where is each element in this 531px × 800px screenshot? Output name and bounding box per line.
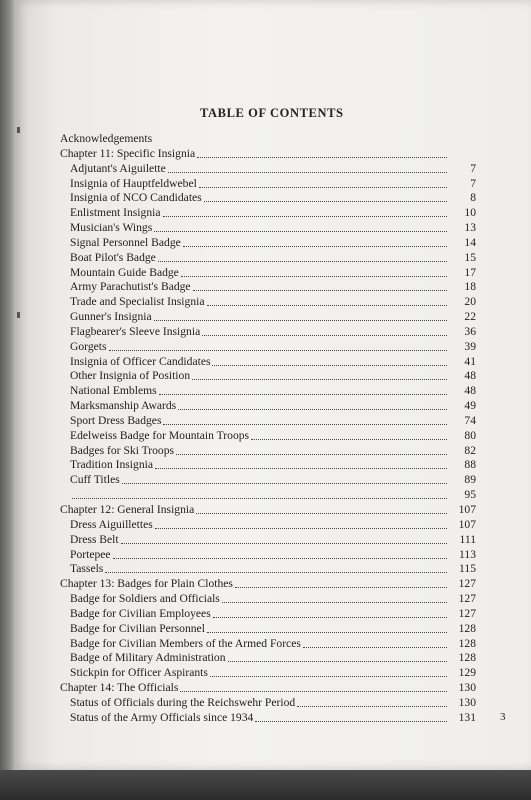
toc-entry-label: Boat Pilot's Badge [70, 250, 156, 264]
toc-leader-dots [163, 414, 447, 425]
toc-entry-label: Mountain Guide Badge [70, 265, 179, 279]
toc-entry [70, 293, 476, 308]
toc-entry [70, 160, 476, 175]
toc-entry-page-number: 127 [458, 577, 476, 591]
binding-mark [17, 127, 20, 133]
toc-entry [70, 175, 476, 190]
toc-entry-label: Musician's Wings [70, 221, 153, 235]
toc-entry-page-number: 128 [458, 621, 476, 635]
toc-entry-page-number: 111 [459, 532, 476, 546]
toc-entry-page-number: 128 [458, 651, 476, 665]
toc-entry-page-number: 113 [459, 547, 476, 561]
toc-leader-dots [176, 444, 447, 455]
toc-entry [70, 397, 476, 412]
toc-leader-dots [192, 369, 447, 380]
toc-entry [70, 605, 476, 620]
page-number: 3 [500, 711, 506, 723]
toc-entry-page-number: 129 [458, 666, 476, 680]
toc-entry-label: Badges for Ski Troops [70, 443, 175, 457]
toc-entry-label: Badge for Civilian Personnel [70, 621, 205, 635]
toc-entry [70, 471, 476, 486]
toc-entry-label: Dress Aiguillettes [70, 517, 153, 531]
toc-leader-dots [178, 399, 447, 410]
toc-entry-label: Insignia of Hauptfeldwebel [70, 176, 197, 190]
toc-entry-label: Chapter 13: Badges for Plain Clothes [60, 577, 233, 591]
toc-leader-dots [213, 607, 447, 618]
toc-leader-dots [207, 295, 448, 306]
toc-entry-page-number: 15 [464, 250, 476, 264]
toc-entry-page-number: 88 [464, 458, 476, 472]
toc-entry [70, 323, 476, 338]
binding-mark [17, 312, 20, 318]
toc-entry [70, 338, 476, 353]
toc-entry-label: Signal Personnel Badge [70, 235, 181, 249]
toc-entry [70, 531, 476, 546]
toc-entry-page-number: 41 [464, 354, 476, 368]
toc-entry-label: Badge for Soldiers and Officials [70, 592, 220, 606]
toc-entry-label: Gunner's Insignia [70, 310, 152, 324]
toc-entry [70, 442, 476, 457]
toc-entry [70, 367, 476, 382]
toc-entry-label: Dress Belt [70, 532, 119, 546]
toc-leader-dots [235, 577, 447, 588]
toc-entry-label: Gorgets [70, 339, 107, 353]
toc-entry-label: Portepee [70, 547, 111, 561]
toc-leader-dots [163, 206, 448, 217]
toc-leader-dots [154, 221, 447, 232]
toc-entry-page-number: 74 [464, 413, 476, 427]
toc-entry-label: Trade and Specialist Insignia [70, 295, 205, 309]
toc-leader-dots [196, 503, 447, 514]
toc-entry [60, 145, 476, 160]
page-title: TABLE OF CONTENTS [200, 106, 344, 120]
toc-entry-page-number: 36 [464, 324, 476, 338]
toc-entry-page-number: 128 [458, 636, 476, 650]
toc-entry-label: Insignia of NCO Candidates [70, 191, 202, 205]
toc-entry [70, 456, 476, 471]
toc-entry [70, 382, 476, 397]
toc-entry-page-number: 80 [464, 428, 476, 442]
toc-leader-dots [154, 310, 447, 321]
toc-entry-label: National Emblems [70, 384, 157, 398]
toc-entry-page-number: 49 [464, 399, 476, 413]
toc-entry [70, 204, 476, 219]
toc-entry-page-number: 17 [464, 265, 476, 279]
toc-entry-page-number: 7 [470, 176, 476, 190]
toc-entry-label: Stickpin for Officer Aspirants [70, 666, 208, 680]
toc-entry [70, 694, 476, 709]
toc-entry [70, 264, 476, 279]
toc-entry-label: Chapter 14: The Officials [60, 681, 179, 695]
toc-entry-page-number: 22 [464, 310, 476, 324]
toc-entry-label: Edelweiss Badge for Mountain Troops [70, 428, 250, 442]
toc-entry [70, 635, 476, 650]
toc-leader-dots [155, 458, 447, 469]
toc-leader-dots [255, 711, 447, 722]
toc-entry [70, 516, 476, 531]
toc-entry-page-number: 130 [458, 681, 476, 695]
toc-entry [70, 249, 476, 264]
toc-entry-label: Chapter 12: General Insignia [60, 503, 195, 516]
toc-leader-dots [199, 177, 447, 188]
toc-leader-dots [113, 548, 447, 559]
toc-entry [70, 353, 476, 368]
toc-entry-page-number: 82 [464, 443, 476, 457]
toc-entry-page-number: 8 [470, 191, 476, 205]
toc-entry [70, 649, 476, 664]
toc-leader-dots [303, 637, 447, 648]
toc-entry-page-number: 127 [458, 606, 476, 620]
toc-entry [70, 560, 476, 575]
toc-leader-dots [180, 681, 447, 692]
toc-entry-label: Army Parachutist's Badge [70, 280, 191, 294]
toc-entry [70, 278, 476, 293]
toc-entry-label: Enlistment Insignia [70, 206, 161, 220]
toc-entry-label: Adjutant's Aiguilette [70, 161, 166, 175]
toc-entry-label: Status of the Army Officials since 1934 [70, 710, 254, 724]
toc-entry [70, 308, 476, 323]
toc-leader-dots [297, 696, 447, 707]
toc-entry [70, 412, 476, 427]
toc-entry-page-number: 10 [464, 206, 476, 220]
toc-entry-label: Tradition Insignia [70, 458, 153, 472]
toc-leader-dots [121, 533, 447, 544]
toc-entry [70, 219, 476, 234]
toc-entry-page-number: 107 [458, 517, 476, 531]
toc-entry-label: Cuff Titles [70, 473, 120, 487]
toc-leader-dots [204, 191, 447, 202]
toc-leader-dots [181, 266, 447, 277]
toc-entry-page-number: 115 [459, 562, 476, 576]
toc-entry-page-number: 20 [464, 295, 476, 309]
toc-entry-page-number: 39 [464, 339, 476, 353]
toc-entry-page-number: 18 [464, 280, 476, 294]
toc-entry [70, 546, 476, 561]
toc-leader-dots [109, 340, 448, 351]
toc-leader-dots [222, 592, 447, 603]
toc-entry-label: Status of Officials during the Reichswehr Period [70, 695, 296, 709]
toc-entry-page-number: 7 [470, 161, 476, 175]
toc-leader-dots [212, 355, 447, 366]
toc-entry [60, 501, 476, 516]
toc-entry [70, 486, 476, 501]
toc-entry-label: Other Insignia of Position [70, 369, 191, 383]
toc-entry [70, 189, 476, 204]
toc-entry [70, 664, 476, 679]
toc-entry [70, 234, 476, 249]
toc-entry [60, 575, 476, 590]
toc-leader-dots [72, 488, 447, 499]
toc-leader-dots [202, 325, 447, 336]
page-bottom-shadow [0, 770, 531, 800]
toc-leader-dots [210, 666, 447, 677]
toc-entry-page-number: 127 [458, 592, 476, 606]
toc-entry-page-number: 13 [464, 221, 476, 235]
toc-leader-dots [168, 162, 447, 173]
toc-entry-page-number: 14 [464, 235, 476, 249]
toc-entry-page-number: 107 [458, 503, 476, 516]
toc-leader-dots [197, 147, 447, 158]
toc-entry-page-number: 89 [464, 473, 476, 487]
toc-leader-dots [228, 651, 447, 662]
toc-entry-label: Sport Dress Badges [70, 413, 162, 427]
toc-entry [60, 679, 476, 694]
toc-entry-label: Badge of Military Administration [70, 651, 226, 665]
toc-entry-label: Acknowledgements [60, 132, 153, 145]
toc-entry-page-number: 48 [464, 384, 476, 398]
toc-entry [70, 620, 476, 635]
toc-entry-page-number: 131 [458, 710, 476, 724]
toc-entry [60, 130, 476, 145]
toc-leader-dots [183, 236, 447, 247]
toc-entry-page-number: 95 [464, 488, 476, 502]
toc-entry-page-number: 130 [458, 695, 476, 709]
toc-entry-label: Chapter 11: Specific Insignia [60, 146, 196, 160]
toc-entry-label: Badge for Civilian Members of the Armed Forces [70, 636, 301, 650]
toc-entry-label: Tassels [70, 562, 104, 576]
toc-entry [70, 590, 476, 605]
toc-leader-dots [155, 518, 447, 529]
toc-entry [70, 427, 476, 442]
toc-entry-label: Badge for Civilian Employees [70, 606, 211, 620]
toc-entry-page-number: 48 [464, 369, 476, 383]
toc-leader-dots [207, 622, 447, 633]
toc-entry-label: Marksmanship Awards [70, 399, 177, 413]
toc-leader-dots [105, 562, 447, 573]
toc-leader-dots [158, 251, 447, 262]
toc-entry [70, 709, 476, 724]
toc-leader-dots [122, 473, 447, 484]
toc-leader-dots [159, 384, 447, 395]
toc-leader-dots [193, 280, 447, 291]
toc-leader-dots [251, 429, 447, 440]
toc-entry-label: Flagbearer's Sleeve Insignia [70, 324, 201, 338]
toc-entry-label: Insignia of Officer Candidates [70, 354, 211, 368]
